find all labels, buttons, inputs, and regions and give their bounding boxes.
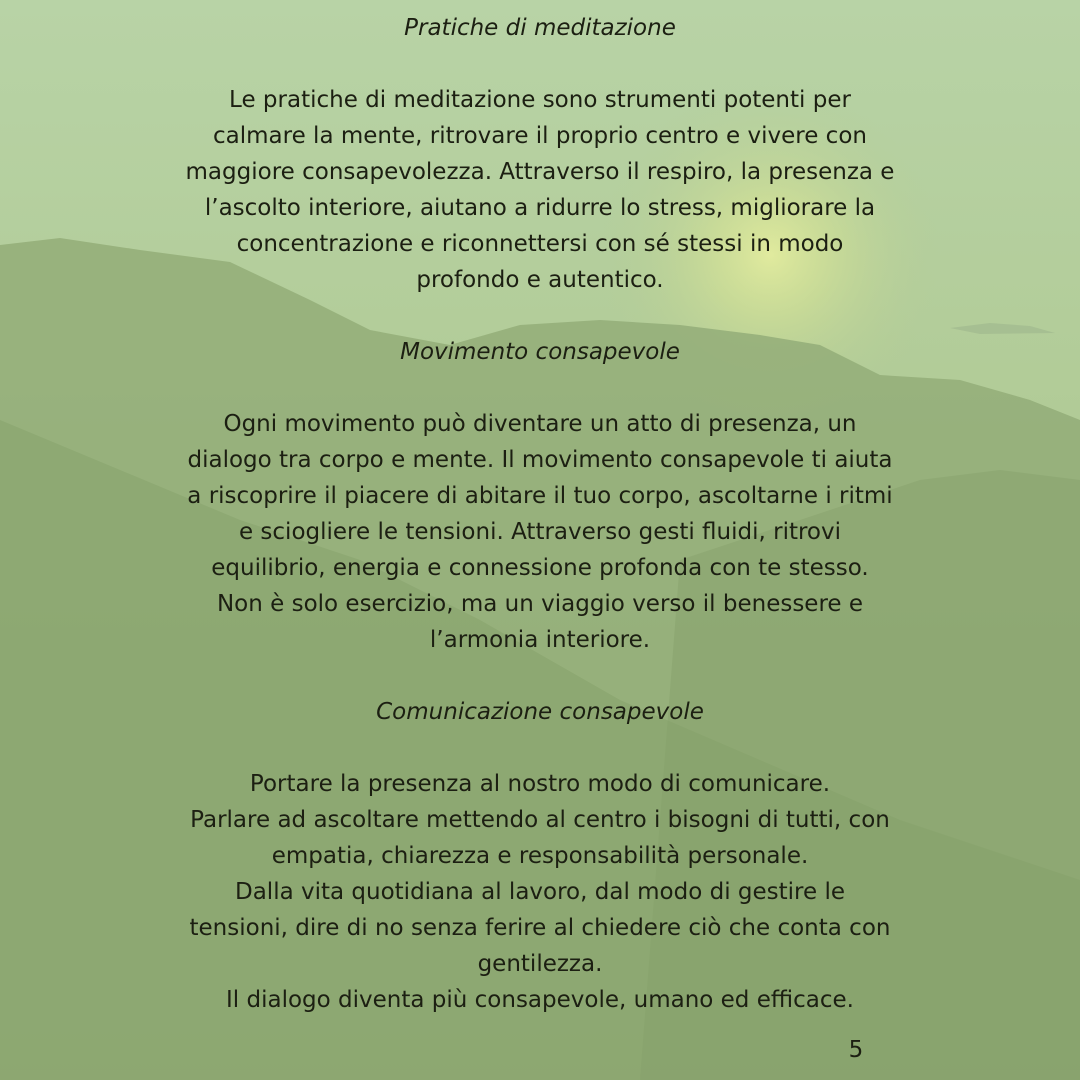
text-line: maggiore consapevolezza. Attraverso il respiro, la presenza e [185, 159, 895, 185]
text-line: calmare la mente, ritrovare il proprio centro e vivere con [213, 123, 867, 149]
text-line: equilibrio, energia e connessione profonda con te stesso. [211, 555, 869, 581]
paragraph-movimento [150, 406, 930, 658]
text-line: Portare la presenza al nostro modo di comunicare. [249, 771, 831, 797]
text-line: empatia, chiarezza e responsabilità personale. [271, 843, 809, 869]
text-line: Il dialogo diventa più consapevole, umano ed efficace. [226, 987, 854, 1013]
page-number: 5 [848, 1037, 864, 1063]
text-line: Dalla vita quotidiana al lavoro, dal modo di gestire le [235, 879, 845, 905]
section-title-movimento: Movimento consapevole [400, 339, 680, 365]
text-line: Le pratiche di meditazione sono strumenti potenti per [229, 87, 851, 113]
paragraph-meditazione [150, 82, 930, 298]
text-content [150, 10, 930, 1018]
section-title-meditazione: Pratiche di meditazione [404, 15, 676, 41]
text-line: l’ascolto interiore, aiutano a ridurre lo stress, migliorare la [204, 195, 876, 221]
text-line: Ogni movimento può diventare un atto di presenza, un [223, 411, 857, 437]
text-line: l’armonia interiore. [429, 627, 651, 653]
text-line: dialogo tra corpo e mente. Il movimento consapevole ti aiuta [187, 447, 893, 473]
section-title-comunicazione: Comunicazione consapevole [376, 699, 704, 725]
paragraph-comunicazione [150, 766, 930, 1018]
text-line: concentrazione e riconnettersi con sé stessi in modo [236, 231, 844, 257]
text-line: a riscoprire il piacere di abitare il tuo corpo, ascoltarne i ritmi [187, 483, 893, 509]
text-line: profondo e autentico. [416, 267, 664, 293]
text-line: tensioni, dire di no senza ferire al chiedere ciò che conta con [189, 915, 891, 941]
text-line: Parlare ad ascoltare mettendo al centro i bisogni di tutti, con [190, 807, 890, 833]
text-line: gentilezza. [477, 951, 603, 977]
text-line: e sciogliere le tensioni. Attraverso gesti fluidi, ritrovi [238, 519, 842, 545]
text-line: Non è solo esercizio, ma un viaggio verso il benessere e [216, 591, 864, 617]
